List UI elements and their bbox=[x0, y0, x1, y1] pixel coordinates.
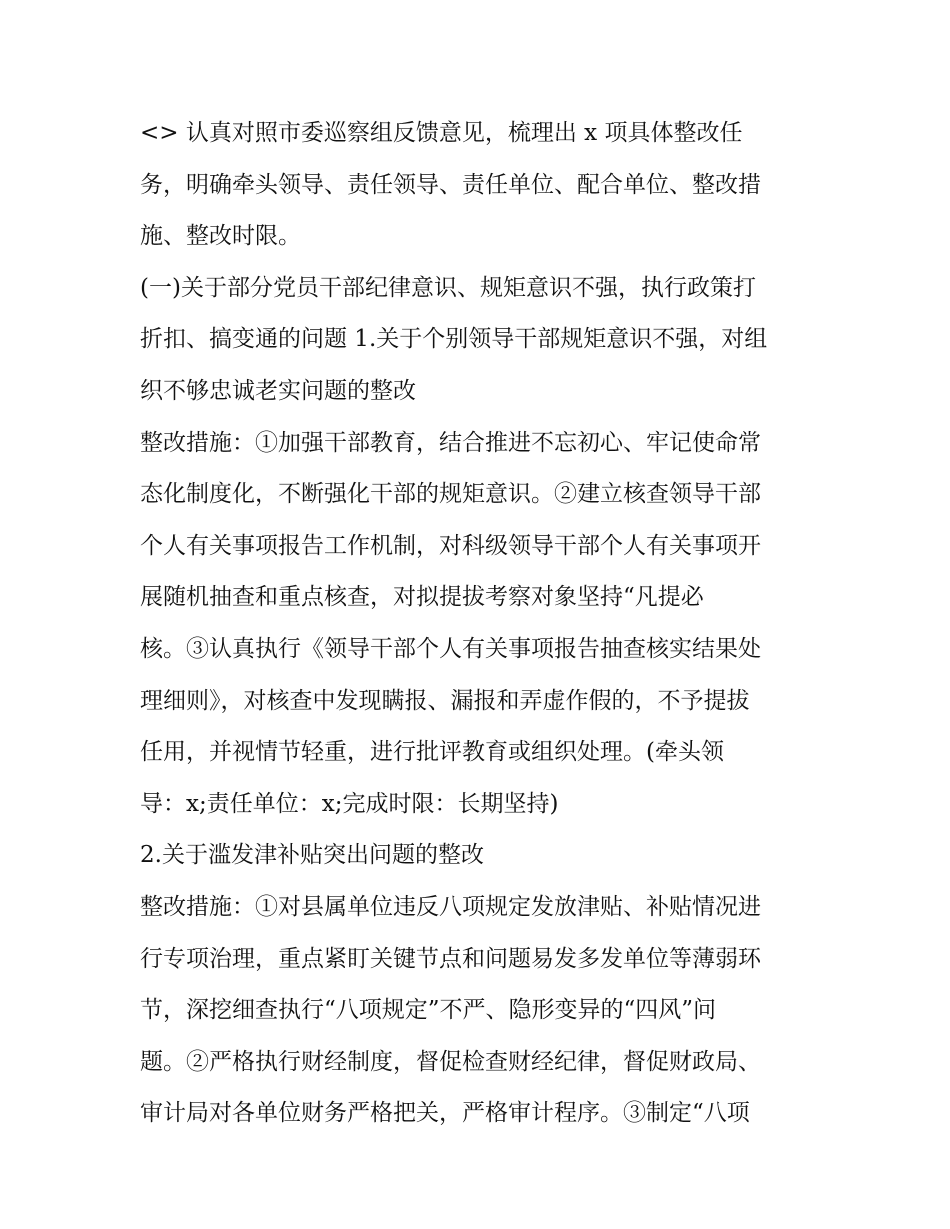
text-line: 理细则》，对核查中发现瞒报、漏报和弄虚作假的，不予提拔 bbox=[140, 687, 750, 714]
text-line: 织不够忠诚老实问题的整改 bbox=[140, 377, 416, 404]
text-line: 导：x;责任单位：x;完成时限：长期坚持) bbox=[140, 790, 559, 817]
text-line: 行专项治理，重点紧盯关键节点和问题易发多发单位等薄弱环 bbox=[140, 945, 761, 972]
text-line: 题。②严格执行财经制度，督促检查财经纪律，督促财政局、 bbox=[140, 1048, 761, 1075]
text-line: 态化制度化，不断强化干部的规矩意识。②建立核查领导干部 bbox=[140, 481, 761, 508]
text-line: 审计局对各单位财务严格把关，严格审计程序。③制定“八项 bbox=[140, 1100, 750, 1127]
text-line: 节，深挖细查执行“八项规定”不严、隐形变异的“四风”问 bbox=[140, 997, 717, 1024]
text-line: 折扣、搞变通的问题 1.关于个别领导干部规矩意识不强，对组 bbox=[140, 326, 768, 353]
text-line: 个人有关事项报告工作机制，对科级领导干部个人有关事项开 bbox=[140, 532, 761, 559]
text-line: 任用，并视情节轻重，进行批评教育或组织处理。(牵头领 bbox=[140, 739, 724, 766]
text-line: <> 认真对照市委巡察组反馈意见，梳理出 x 项具体整改任 bbox=[140, 120, 743, 146]
text-line: 整改措施：①对县属单位违反八项规定发放津贴、补贴情况进 bbox=[140, 893, 761, 920]
text-line: 核。③认真执行《领导干部个人有关事项报告抽查核实结果处 bbox=[140, 635, 761, 662]
text-line: (一)关于部分党员干部纪律意识、规矩意识不强，执行政策打 bbox=[140, 274, 756, 301]
text-line: 整改措施：①加强干部教育，结合推进不忘初心、牢记使命常 bbox=[140, 429, 761, 456]
text-line: 务，明确牵头领导、责任领导、责任单位、配合单位、整改措 bbox=[140, 171, 761, 198]
text-line: 施、整改时限。 bbox=[140, 223, 301, 250]
text-line: 展随机抽查和重点核查，对拟提拔考察对象坚持“凡提必 bbox=[140, 584, 704, 611]
document-body bbox=[140, 108, 820, 1140]
text-line: 2.关于滥发津补贴突出问题的整改 bbox=[140, 842, 484, 869]
